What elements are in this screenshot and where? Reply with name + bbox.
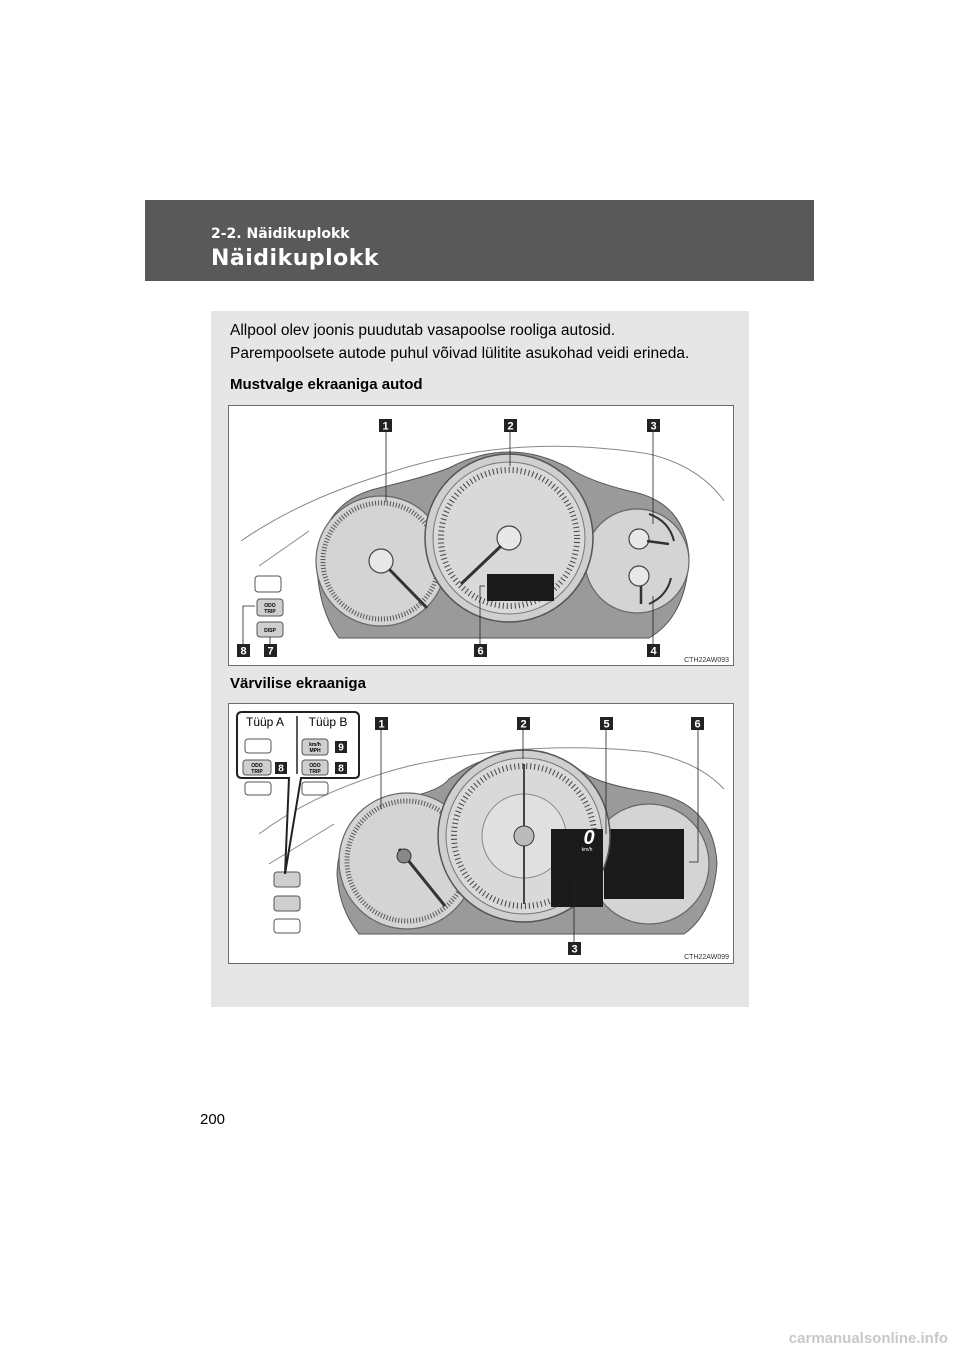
- callout-8: 8: [240, 645, 247, 658]
- f2-callout-9: 9: [338, 742, 344, 754]
- f2-callout-3: 3: [571, 943, 578, 956]
- figure2-illustration: [229, 704, 733, 963]
- callout-1: 1: [382, 420, 389, 433]
- type-b-label: Tüüp B: [308, 715, 348, 729]
- f2-callout-1: 1: [378, 718, 385, 731]
- callout-4: 4: [650, 645, 657, 658]
- type-a-trip-label: TRIP: [251, 769, 263, 775]
- f2-callout-5: 5: [603, 718, 610, 731]
- page-title: Näidikuplokk: [211, 246, 380, 271]
- figure1-illustration: [229, 406, 733, 665]
- section-header: [145, 200, 814, 281]
- callout-2: 2: [507, 420, 514, 433]
- f2-callout-8b: 8: [338, 763, 344, 775]
- section-label: 2-2. Näidikuplokk: [211, 226, 350, 242]
- watermark: carmanualsonline.info: [788, 1330, 948, 1347]
- figure1-frame: [228, 405, 734, 666]
- callout-7: 7: [267, 645, 274, 658]
- figure1-code: CTH22AW093: [684, 657, 729, 664]
- f2-callout-8a: 8: [278, 763, 284, 775]
- type-b-trip-label: TRIP: [309, 769, 321, 775]
- figure2-frame: [228, 703, 734, 964]
- type-a-odo-label: ODO: [251, 763, 263, 769]
- callout-3: 3: [650, 420, 657, 433]
- type-b-mph-label: MPH: [309, 748, 321, 754]
- figure2-code: CTH22AW099: [684, 954, 729, 961]
- type-b-odo-label: ODO: [309, 763, 321, 769]
- intro-line-2: Parempoolsete autode puhul võivad lülitite asukohad veidi erineda.: [230, 345, 690, 362]
- figure2-heading: Värvilise ekraaniga: [230, 675, 366, 692]
- f2-callout-6: 6: [694, 718, 701, 731]
- odo-button-label: ODO: [264, 603, 276, 609]
- type-a-label: Tüüp A: [245, 715, 285, 729]
- f2-callout-2: 2: [520, 718, 527, 731]
- disp-button-label: DISP: [264, 628, 276, 634]
- callout-6: 6: [477, 645, 484, 658]
- page-number: 200: [200, 1111, 226, 1128]
- type-b-kmh-label: km/h: [309, 742, 321, 748]
- speed-unit: km/h: [581, 847, 593, 853]
- intro-line-1: Allpool olev joonis puudutab vasapoolse rooliga autosid.: [230, 322, 616, 339]
- speed-readout: 0: [583, 827, 595, 849]
- figure1-heading: Mustvalge ekraaniga autod: [230, 376, 423, 393]
- trip-button-label: TRIP: [264, 609, 276, 615]
